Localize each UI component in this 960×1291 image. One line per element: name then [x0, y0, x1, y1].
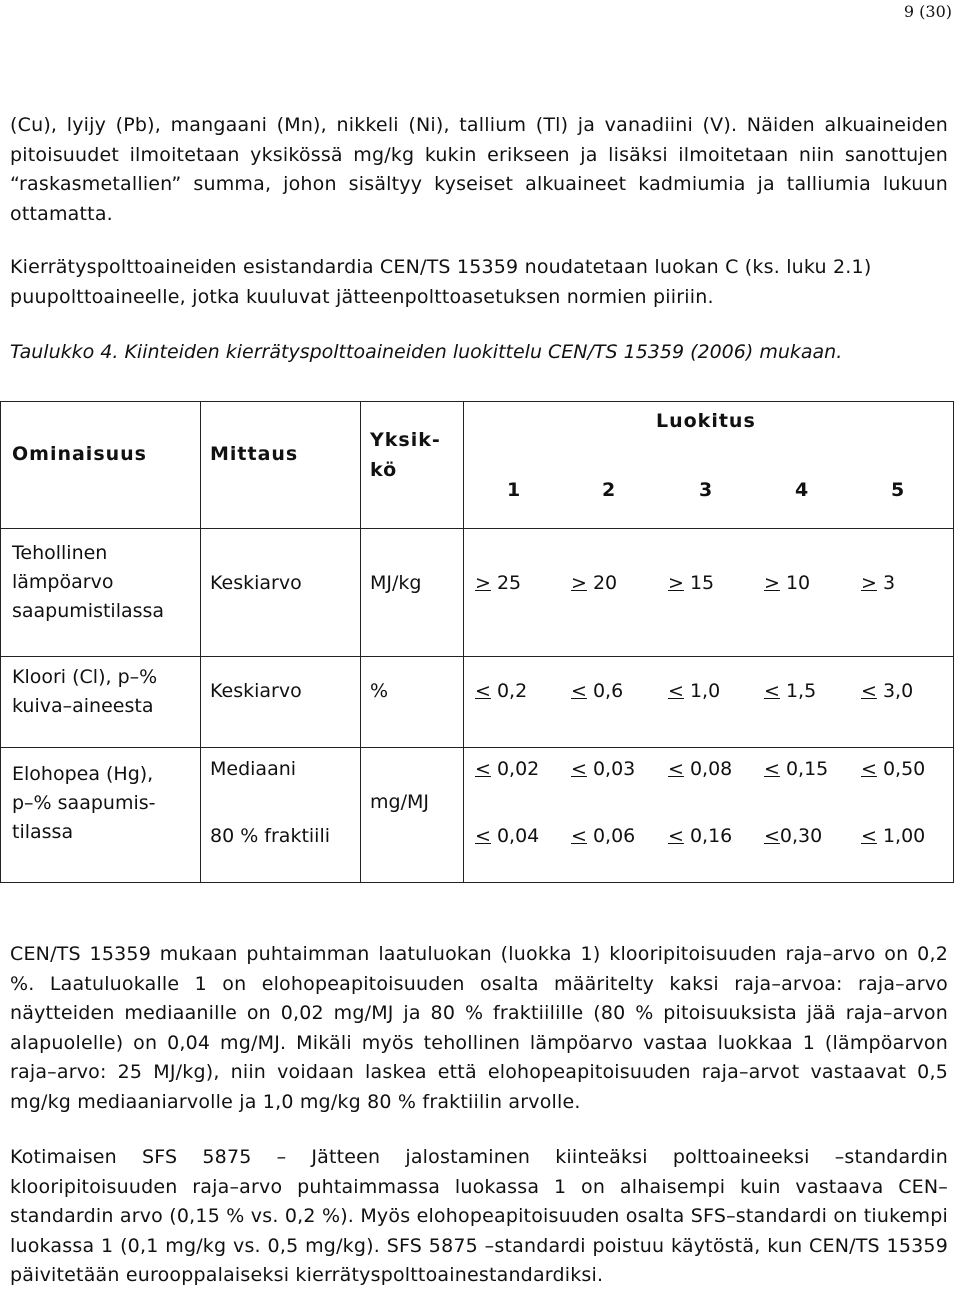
header-measurement-cell — [201, 402, 361, 529]
table-caption: Taulukko 4. Kiinteiden kierrätyspolttoaineiden luokittelu CEN/TS 15359 (2006) mukaan. — [10, 341, 843, 363]
header-class-2: 2 — [602, 479, 617, 501]
header-unit-cell — [361, 402, 464, 529]
measurement-value: Keskiarvo — [210, 680, 302, 702]
header-property-cell — [1, 402, 201, 529]
measurement-cell — [201, 657, 361, 748]
header-class-5: 5 — [891, 479, 906, 501]
class-values-cell — [464, 529, 954, 657]
fractile-class-5-value: < 1,00 — [861, 825, 926, 847]
property-cell — [1, 529, 201, 657]
class-4-value: < 1,5 — [764, 680, 817, 702]
measurement-value: Keskiarvo — [210, 572, 302, 594]
property-cell — [1, 657, 201, 748]
median-class-5-value: < 0,50 — [861, 758, 926, 780]
class-4-value: > 10 — [764, 572, 811, 594]
property-line: kuiva–aineesta — [12, 695, 154, 717]
property-line: tilassa — [12, 821, 74, 843]
unit-value: % — [370, 680, 389, 702]
property-line: Kloori (Cl), p–% — [12, 666, 158, 688]
class-1-value: > 25 — [475, 572, 522, 594]
class-5-value: < 3,0 — [861, 680, 914, 702]
table-row-chlorine — [1, 657, 954, 748]
median-class-3-value: < 0,08 — [668, 758, 733, 780]
median-class-1-value: < 0,02 — [475, 758, 540, 780]
class-values-cell — [464, 748, 954, 883]
header-unit-line1: Yksik- — [370, 429, 441, 451]
header-class-4: 4 — [795, 479, 810, 501]
median-class-2-value: < 0,03 — [571, 758, 636, 780]
fractile-class-4-value: <0,30 — [764, 825, 823, 847]
class-5-value: > 3 — [861, 572, 896, 594]
fractile-class-3-value: < 0,16 — [668, 825, 733, 847]
property-line: p–% saapumis- — [12, 792, 156, 814]
header-classification-cell — [464, 402, 954, 529]
class-2-value: < 0,6 — [571, 680, 624, 702]
header-class-1: 1 — [507, 479, 522, 501]
paragraph-class-limits: CEN/TS 15359 mukaan puhtaimman laatuluokan (luokka 1) klooripitoisuuden raja–arvo on 0,2 %. Laatuluokalle 1 on elohopeapitoisuuden osalta määritelty kaksi raja–arvoa: raja–arvo näytteiden mediaanille on 0,02 mg/MJ ja 80 % fraktiilille (80 % pitoisuuksista jää raja–arvon alapuolelle) on 0,04 mg/MJ. Mikäli myös tehollinen lämpöarvo vastaa luokkaa 1 (lämpöarvon raja–arvo: 25 MJ/kg), niin voidaan laskea että elohopeapitoisuuden raja–arvot vastaavat 0,5 mg/kg mediaaniarvolle ja 1,0 mg/kg 80 % fraktiilin arvolle. — [10, 943, 948, 1113]
measurement-cell — [201, 529, 361, 657]
header-property: Ominaisuus — [12, 443, 147, 465]
measurement-fractile: 80 % fraktiili — [210, 825, 331, 847]
paragraph-sfs-standard: Kotimaisen SFS 5875 – Jätteen jalostaminen kiinteäksi polttoaineeksi –standardin klooripitoisuuden raja–arvo puhtaimmassa luokassa 1 on alhaisempi kuin vastaava CEN–standardin arvo (0,15 % vs. 0,2 %). Myös elohopeapitoisuuden osalta SFS–standardi on tiukempi luokassa 1 (0,1 mg/kg vs. 0,5 mg/kg). SFS 5875 –standardi poistuu käytöstä, kun CEN/TS 15359 päivitetään eurooppalaiseksi kierrätyspolttoainestandardiksi. — [10, 1146, 948, 1286]
class-3-value: > 15 — [668, 572, 715, 594]
fractile-class-1-value: < 0,04 — [475, 825, 540, 847]
unit-value: MJ/kg — [370, 572, 422, 594]
unit-cell — [361, 748, 464, 883]
class-3-value: < 1,0 — [668, 680, 721, 702]
paragraph-heavy-metals: (Cu), lyijy (Pb), mangaani (Mn), nikkeli (Ni), tallium (Tl) ja vanadiini (V). Näiden alkuaineiden pitoisuudet ilmoitetaan yksikössä mg/kg kukin erikseen ja lisäksi ilmoitetaan niin sanottujen “raskasmetallien” summa, johon sisältyy kyseiset alkuaineet kadmiumia ja talliumia lukuun ottamatta. — [10, 114, 948, 225]
header-measurement: Mittaus — [210, 443, 299, 465]
table-row-heating-value — [1, 529, 954, 657]
class-values-cell — [464, 657, 954, 748]
property-line: lämpöarvo — [12, 571, 114, 593]
property-line: saapumistilassa — [12, 600, 165, 622]
header-class-3: 3 — [699, 479, 714, 501]
table-row-mercury — [1, 748, 954, 883]
paragraph-cen-ts-reference: Kierrätyspolttoaineiden esistandardia CEN/TS 15359 noudatetaan luokan C (ks. luku 2.1) puupolttoaineelle, jotka kuuluvat jätteenpolttoasetuksen normien piiriin. — [10, 256, 872, 308]
unit-value: mg/MJ — [370, 791, 429, 813]
property-line: Elohopea (Hg), — [12, 763, 154, 785]
measurement-median: Mediaani — [210, 758, 297, 780]
page-number: 9 (30) — [903, 2, 952, 21]
class-2-value: > 20 — [571, 572, 618, 594]
median-class-4-value: < 0,15 — [764, 758, 829, 780]
header-classification: Luokitus — [656, 410, 756, 432]
header-unit-line2: kö — [370, 459, 398, 481]
unit-cell — [361, 657, 464, 748]
unit-cell — [361, 529, 464, 657]
property-cell — [1, 748, 201, 883]
table-header-row — [1, 402, 954, 529]
class-1-value: < 0,2 — [475, 680, 528, 702]
classification-table — [0, 401, 954, 883]
measurement-cell — [201, 748, 361, 883]
property-line: Tehollinen — [12, 542, 108, 564]
fractile-class-2-value: < 0,06 — [571, 825, 636, 847]
